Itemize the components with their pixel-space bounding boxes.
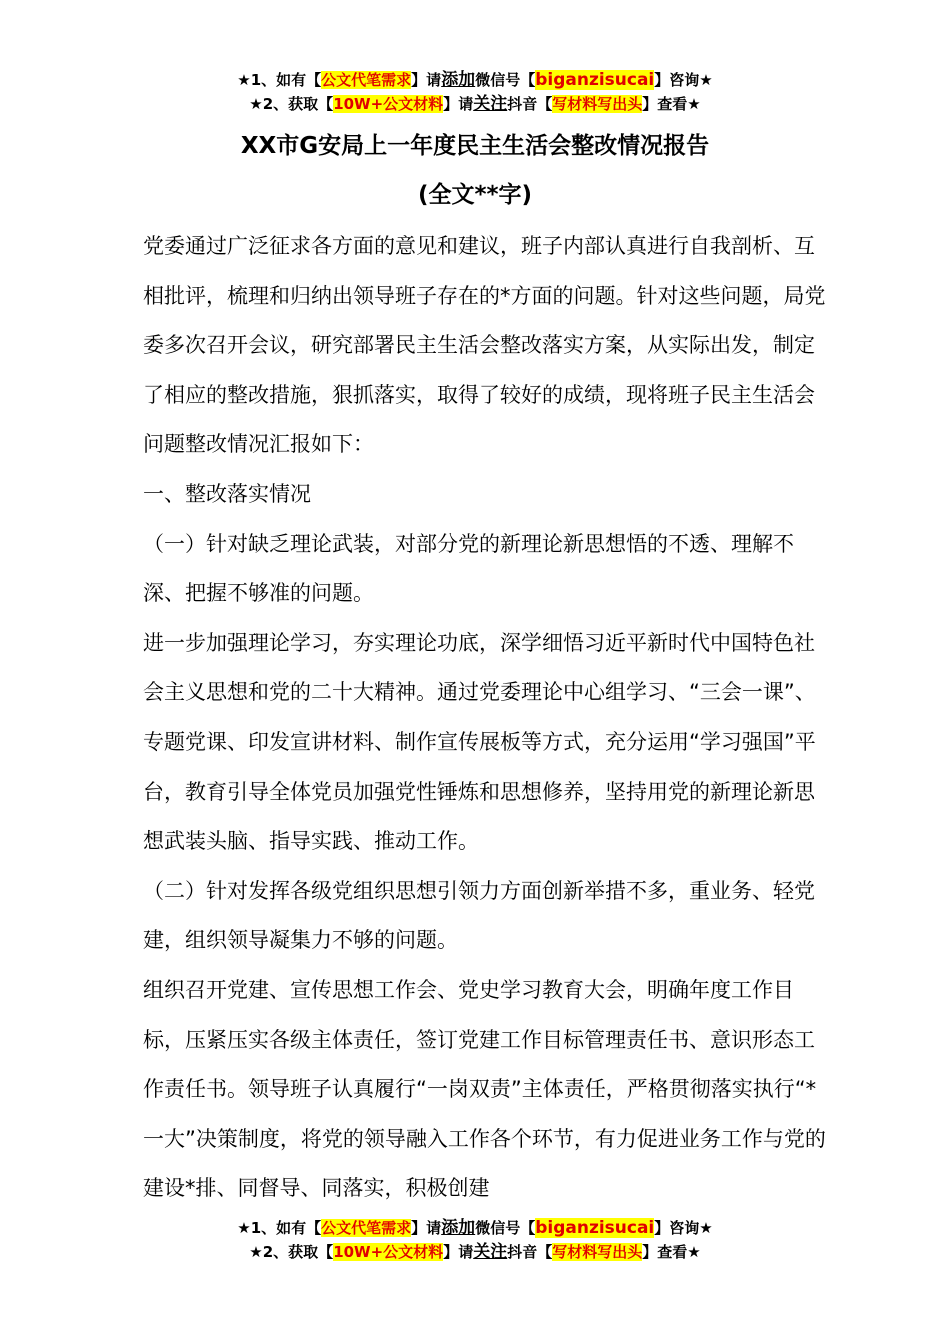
star-icon: ★ [249,95,263,113]
star-icon: ★ [237,1219,251,1237]
banner-highlight: 写材料写出头 [552,1243,643,1261]
document-subtitle: (全文**字) [417,182,533,208]
banner-text: 】请 [411,71,442,89]
banner-text: 抖音【 [507,1243,553,1261]
banner-highlight: 写材料写出头 [552,95,643,113]
banner-line-2 [0,92,950,116]
star-icon: ★ [249,1243,263,1261]
banner-text: 】查看★ [642,1243,701,1261]
banner-text: 】咨询★ [654,1219,713,1237]
banner-wechat-id: biganzisucai [535,70,655,90]
banner-underline: 关注 [473,94,508,114]
banner-wechat-id: biganzisucai [535,1218,655,1238]
banner-text: 】请 [411,1219,442,1237]
footer-banner [0,1216,950,1264]
banner-text: 2、获取【 [262,95,334,113]
section-heading: 一、整改落实情况 [143,481,311,506]
paragraph: 组织召开党建、宣传思想工作会、党史学习教育大会，明确年度工作目标，压紧压实各级主体责任，签订党建工作目标管理责任书、意识形态工作责任书。领导班子认真履行“一岗双责”主体责任，严格贯彻落实执行“*一大”决策制度，将党的领导融入工作各个环节，有力促进业务工作与党的建设*排、同督导、同落实，积极创建 [143,977,826,1201]
banner-line-2 [0,1240,950,1264]
star-icon: ★ [237,71,251,89]
banner-text: 】咨询★ [654,71,713,89]
banner-underline: 关注 [473,1242,508,1262]
banner-highlight: 公文代笔需求 [321,1219,412,1237]
document-body [143,222,833,1214]
banner-highlight: 10W+公文材料 [333,1243,444,1261]
banner-text: 】请 [443,95,474,113]
paragraph-intro: 党委通过广泛征求各方面的意见和建议，班子内部认真进行自我剖析、互相批评，梳理和归纳出领导班子存在的*方面的问题。针对这些问题，局党委多次召开会议，研究部署民主生活会整改落实方案，从实际出发，制定了相应的整改措施，狠抓落实，取得了较好的成绩，现将班子民主生活会问题整改情况汇报如下： [143,234,826,457]
banner-text: 】查看★ [642,95,701,113]
document-title: XX市G安局上一年度民主生活会整改情况报告 [240,133,710,159]
banner-text: 微信号【 [475,1219,536,1237]
subsection-heading: （二）针对发挥各级党组织思想引领力方面创新举措不多，重业务、轻党建，组织领导凝集力不够的问题。 [143,878,815,953]
banner-highlight: 公文代笔需求 [321,71,412,89]
banner-underline: 添加 [441,1218,476,1238]
banner-text: 2、获取【 [262,1243,334,1261]
banner-text: 】请 [443,1243,474,1261]
banner-underline: 添加 [441,70,476,90]
banner-highlight: 10W+公文材料 [333,95,444,113]
banner-text: 抖音【 [507,95,553,113]
subsection-heading: （一）针对缺乏理论武装，对部分党的新理论新思想悟的不透、理解不深、把握不够准的问题。 [143,531,794,606]
header-banner [0,68,950,116]
banner-line-1 [0,68,950,92]
banner-text: 1、如有【 [250,1219,322,1237]
paragraph: 进一步加强理论学习，夯实理论功底，深学细悟习近平新时代中国特色社会主义思想和党的二十大精神。通过党委理论中心组学习、“三会一课”、专题党课、印发宣讲材料、制作宣传展板等方式，充分运用“学习强国”平台，教育引导全体党员加强党性锤炼和思想修养，坚持用党的新理论新思想武装头脑、指导实践、推动工作。 [143,630,816,854]
banner-text: 1、如有【 [250,71,322,89]
banner-text: 微信号【 [475,71,536,89]
banner-line-1 [0,1216,950,1240]
